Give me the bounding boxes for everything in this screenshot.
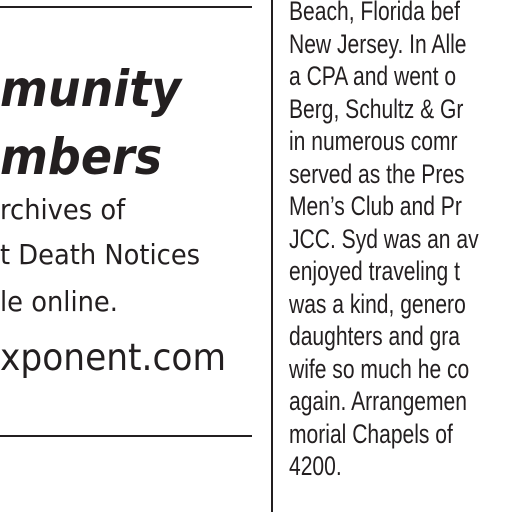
obituary-line: again. Arrangemen: [289, 386, 467, 416]
obituary-line: Beach, Florida bef: [289, 0, 460, 26]
ad-website-url: xponent.com: [0, 336, 226, 379]
obituary-line: JCC. Syd was an av: [289, 223, 479, 254]
ad-top-rule: [0, 6, 252, 8]
obituary-line: served as the Pres: [289, 158, 465, 189]
obituary-line: enjoyed traveling t: [289, 256, 460, 286]
ad-heading-line: munity: [0, 60, 182, 118]
obituary-line: New Jersey. In Alle: [289, 28, 467, 59]
ad-bottom-rule: [0, 435, 252, 437]
obituary-line: was a kind, genero: [289, 288, 466, 319]
ad-body-line: le online.: [0, 285, 118, 318]
obituary-text-column: [289, 0, 512, 494]
obituary-line: Berg, Schultz & Gr: [289, 93, 464, 124]
obituary-line: in numerous comr: [289, 126, 458, 156]
ad-body-line: rchives of: [0, 193, 126, 226]
obituary-line: morial Chapels of: [289, 418, 453, 449]
obituary-line: daughters and gra: [289, 321, 460, 351]
column-divider: [271, 0, 273, 512]
ad-body-line: t Death Notices: [0, 238, 201, 271]
obituary-line: a CPA and went o: [289, 61, 457, 91]
ad-heading-line: mbers: [0, 128, 163, 186]
obituary-line: wife so much he co: [289, 353, 470, 384]
obituary-line: Men’s Club and Pr: [289, 191, 462, 221]
obituary-line: 4200.: [289, 451, 342, 481]
